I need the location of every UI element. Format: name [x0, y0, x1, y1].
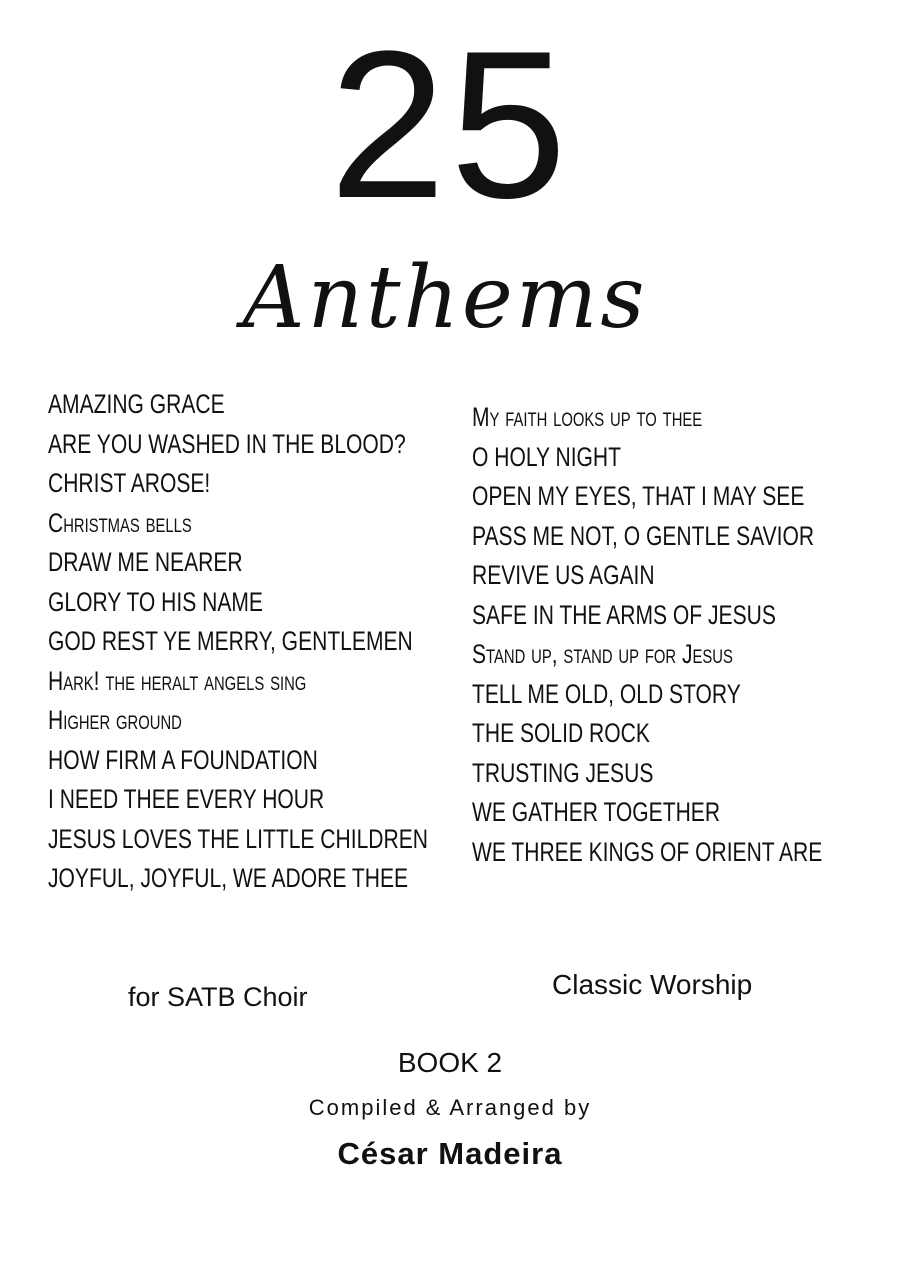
list-item: THE SOLID ROCK: [472, 718, 650, 748]
list-item: TRUSTING JESUS: [472, 757, 654, 788]
subtitle-classic-worship: Classic Worship: [552, 969, 753, 1000]
list-item: CHRIST AROSE!: [48, 468, 211, 498]
book-label: BOOK 2: [397, 1047, 503, 1078]
list-item: GLORY TO HIS NAME: [48, 586, 263, 617]
list-item: OPEN MY EYES, THAT I MAY SEE: [472, 481, 805, 511]
subtitle-satb-choir: for SATB Choir: [128, 982, 308, 1012]
list-item: I NEED THEE EVERY HOUR: [48, 784, 325, 814]
title-anthems: Anthems: [242, 248, 648, 348]
list-item: Hark! the heralt angels sing: [48, 665, 307, 696]
list-item: ARE YOU WASHED IN THE BLOOD?: [48, 428, 406, 459]
list-item: HOW FIRM A FOUNDATION: [48, 744, 318, 775]
compiled-by-label: Compiled & Arranged by: [308, 1095, 592, 1120]
list-item: GOD REST YE MERRY, GENTLEMEN: [48, 626, 413, 656]
list-item: AMAZING GRACE: [48, 389, 225, 419]
list-item: Christmas bells: [48, 507, 192, 538]
list-item: JESUS LOVES THE LITTLE CHILDREN: [48, 823, 428, 854]
title-number: 25: [329, 7, 571, 242]
list-item: WE GATHER TOGETHER: [472, 797, 721, 827]
list-item: DRAW ME NEARER: [48, 547, 243, 577]
song-list-right: [472, 398, 822, 872]
list-item: Stand up, stand up for Jesus: [472, 639, 733, 669]
list-item: TELL ME OLD, OLD STORY: [472, 678, 741, 709]
list-item: SAFE IN THE ARMS OF JESUS: [472, 599, 776, 630]
list-item: JOYFUL, JOYFUL, WE ADORE THEE: [48, 863, 409, 893]
author-name: César Madeira: [337, 1136, 563, 1171]
song-list-left: [48, 385, 428, 899]
list-item: O HOLY NIGHT: [472, 441, 622, 472]
list-item: Higher ground: [48, 705, 182, 735]
list-item: My faith looks up to thee: [472, 402, 703, 432]
list-item: REVIVE US AGAIN: [472, 560, 655, 590]
list-item: PASS ME NOT, O GENTLE SAVIOR: [472, 520, 815, 551]
list-item: WE THREE KINGS OF ORIENT ARE: [472, 836, 823, 867]
